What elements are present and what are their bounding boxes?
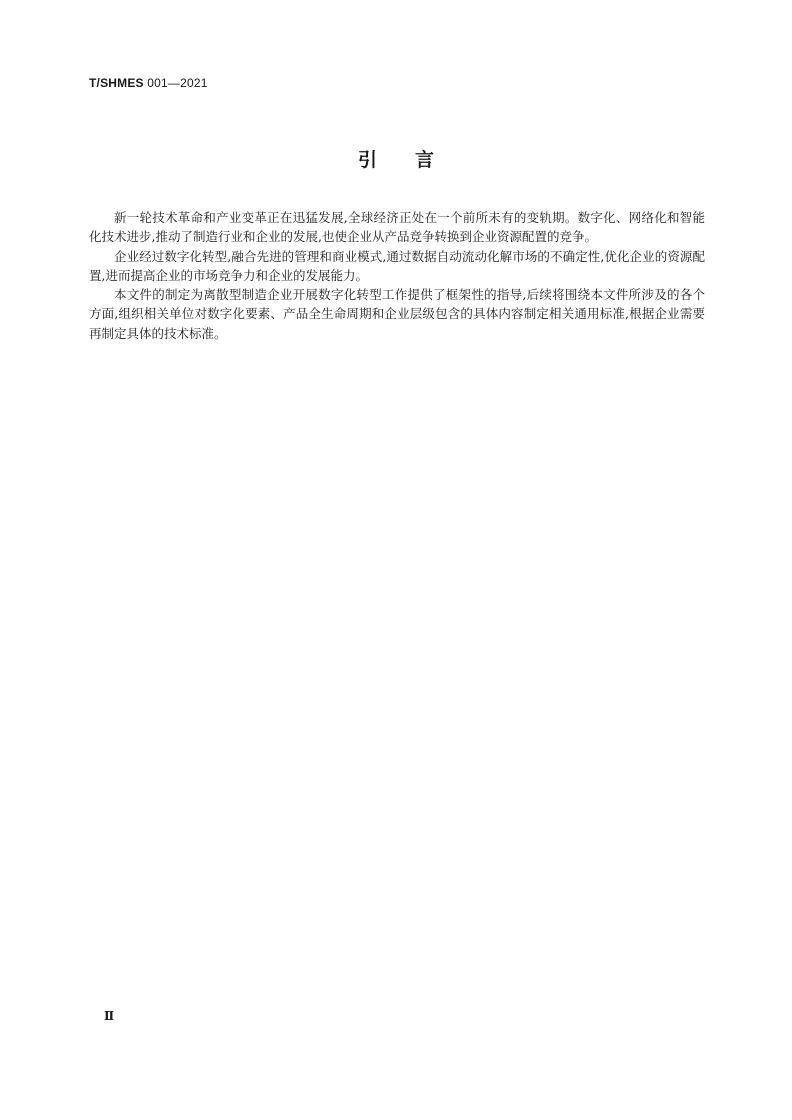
section-title: 引言 <box>357 149 472 171</box>
document-code <box>89 76 208 90</box>
paragraph-2: 企业经过数字化转型,融合先进的管理和商业模式,通过数据自动流动化解市场的不确定性,优化企业的资源配置,进而提高企业的市场竞争力和企业的发展能力。 <box>89 248 705 283</box>
paragraph-3: 本文件的制定为离散型制造企业开展数字化转型工作提供了框架性的指导,后续将围绕本文件所涉及的各个方面,组织相关单位对数字化要素、产品全生命周期和企业层级包含的具体内容制定相关通用标准,根据企业需要再制定具体的技术标准。 <box>89 287 705 341</box>
body-text <box>89 208 705 343</box>
paragraph-1: 新一轮技术革命和产业变革正在迅猛发展,全球经济正处在一个前所未有的变轨期。数字化、网络化和智能化技术进步,推动了制造行业和企业的发展,也使企业从产品竞争转换到企业资源配置的竞争。 <box>89 210 705 245</box>
standard-number: 001—2021 <box>147 76 208 90</box>
page-number: Ⅱ <box>104 1009 115 1023</box>
standard-code: T/SHMES <box>89 76 144 90</box>
